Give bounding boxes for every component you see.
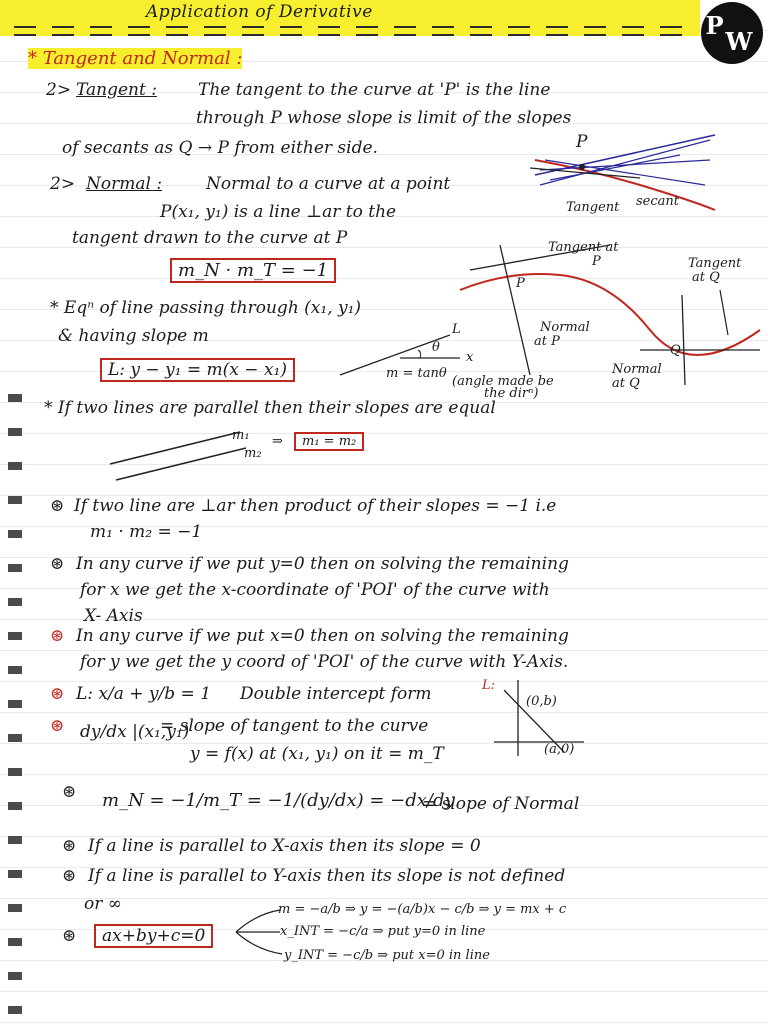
mn-equation: m_N = −1/m_T = −1/(dy/dx) = −dx/dy: [102, 790, 455, 811]
page-title: Application of Derivative: [146, 2, 373, 22]
star-bullet-mn: ⊛: [62, 782, 77, 802]
star-bullet-perp: ⊛: [50, 496, 65, 516]
star-bullet-parx: ⊛: [62, 836, 77, 856]
implies-arrow: ⇒: [272, 434, 283, 449]
title-underline: [14, 26, 694, 38]
fig2-p-point: P: [516, 276, 525, 291]
tangent-prefix: 2>: [46, 80, 72, 100]
y0-line-3: X- Axis: [84, 606, 143, 626]
normal-line1: Normal to a curve at a point: [206, 174, 451, 194]
fig3-top-point: (0,b): [526, 694, 557, 709]
x0-line-2: for y we get the y coord of 'POI' of the curve with Y-Axis.: [80, 652, 569, 672]
normal-line3: tangent drawn to the curve at P: [72, 228, 348, 248]
angle-note-1: (angle made be: [452, 374, 554, 389]
star-bullet-pary: ⊛: [62, 866, 77, 886]
general-x-intercept: x_INT = −c/a ⇒ put y=0 in line: [280, 924, 486, 939]
tangent-line2: through P whose slope is limit of the slopes: [196, 108, 572, 128]
point-slope-box: L: y − y₁ = m(x − x₁): [100, 358, 295, 382]
or-infinity: or ∞: [84, 894, 122, 914]
x-axis-label: x: [466, 350, 474, 365]
star-bullet-intercept: ⊛: [50, 684, 65, 704]
normal-label: Normal :: [86, 174, 163, 194]
fig3-l-label: L:: [482, 678, 496, 693]
fig2-tangent-at-p-point: P: [592, 254, 601, 269]
general-y-intercept: y_INT = −c/b ⇒ put x=0 in line: [284, 948, 490, 963]
parallel-x-axis: If a line is parallel to X-axis then its slope = 0: [88, 836, 481, 856]
normal-prefix: 2>: [50, 174, 76, 194]
fig2-normal-at-q-2: at Q: [612, 376, 640, 391]
fig2-q-point: Q: [670, 343, 681, 358]
m2-label: m₂: [244, 446, 262, 461]
eqn-line-1: * Eqⁿ of line passing through (x₁, y₁): [50, 298, 362, 318]
angle-note-2: the dirⁿ): [484, 386, 539, 401]
dydx-line-2: y = f(x) at (x₁, y₁) on it = m_T: [190, 744, 444, 764]
x0-line-1: In any curve if we put x=0 then on solving the remaining: [76, 626, 569, 646]
theta-label: θ: [432, 340, 440, 355]
tangent-line1: The tangent to the curve at 'P' is the line: [198, 80, 551, 100]
dydx-line-1: = slope of tangent to the curve: [160, 716, 429, 736]
intercept-equation: L: x/a + y/b = 1: [76, 684, 212, 704]
product-slopes-box: m_N · m_T = −1: [170, 258, 336, 283]
fig2-tangent-at-q-point: at Q: [692, 270, 720, 285]
mn-label: = slope of Normal: [422, 794, 580, 814]
parallel-box: m₁ = m₂: [294, 432, 364, 451]
y0-line-1: In any curve if we put y=0 then on solving the remaining: [76, 554, 569, 574]
eqn-line-2: & having slope m: [58, 326, 209, 346]
fig1-tangent-label: Tangent: [566, 200, 620, 215]
fig2-tangent-at-p: Tangent at: [548, 240, 619, 255]
fig1-p-label: P: [576, 132, 588, 152]
intercept-form-label: Double intercept form: [240, 684, 432, 704]
parallel-y-axis: If a line is parallel to Y-axis then its slope is not defined: [88, 866, 566, 886]
fig2-normal-at-q: Normal: [612, 362, 662, 377]
perp-line-1: If two line are ⊥ar then product of their slopes = −1 i.e: [74, 496, 557, 516]
line-l-label: L: [452, 322, 461, 337]
general-slope: m = −a/b ⇒ y = −(a/b)x − c/b ⇒ y = mx + c: [278, 902, 567, 917]
m1-label: m₁: [232, 428, 250, 443]
normal-line2: P(x₁, y₁) is a line ⊥ar to the: [160, 202, 397, 222]
star-bullet-general: ⊛: [62, 926, 77, 946]
spiral-binding: [8, 380, 22, 1020]
parallel-statement: * If two lines are parallel then their slopes are equal: [44, 398, 496, 418]
fig2-normal-at-p-2: at P: [534, 334, 560, 349]
fig2-normal-at-p: Normal: [540, 320, 590, 335]
fig3-bottom-point: (a,0): [544, 742, 575, 757]
perp-line-2: m₁ · m₂ = −1: [90, 522, 203, 542]
star-bullet-dydx: ⊛: [50, 716, 65, 736]
pw-logo: P W: [701, 2, 763, 64]
general-branch-arrows: [236, 904, 286, 960]
parallel-lines-figure: [110, 424, 250, 484]
fig2-tangent-at-q: Tangent: [688, 256, 742, 271]
tangent-secant-figure: [530, 130, 720, 220]
tangent-label: Tangent :: [76, 80, 157, 100]
dydx-lhs: dy/dx |(x₁,y₁): [80, 722, 190, 742]
star-bullet-y0: ⊛: [50, 554, 65, 574]
fig1-secant-label: secant: [636, 194, 679, 209]
m-equals-tan: m = tanθ: [386, 366, 447, 381]
section-heading: * Tangent and Normal :: [28, 48, 243, 69]
general-line-box: ax+by+c=0: [94, 924, 213, 948]
star-bullet-x0: ⊛: [50, 626, 65, 646]
y0-line-2: for x we get the x-coordinate of 'POI' of the curve with: [80, 580, 550, 600]
tangent-line3: of secants as Q → P from either side.: [62, 138, 378, 158]
